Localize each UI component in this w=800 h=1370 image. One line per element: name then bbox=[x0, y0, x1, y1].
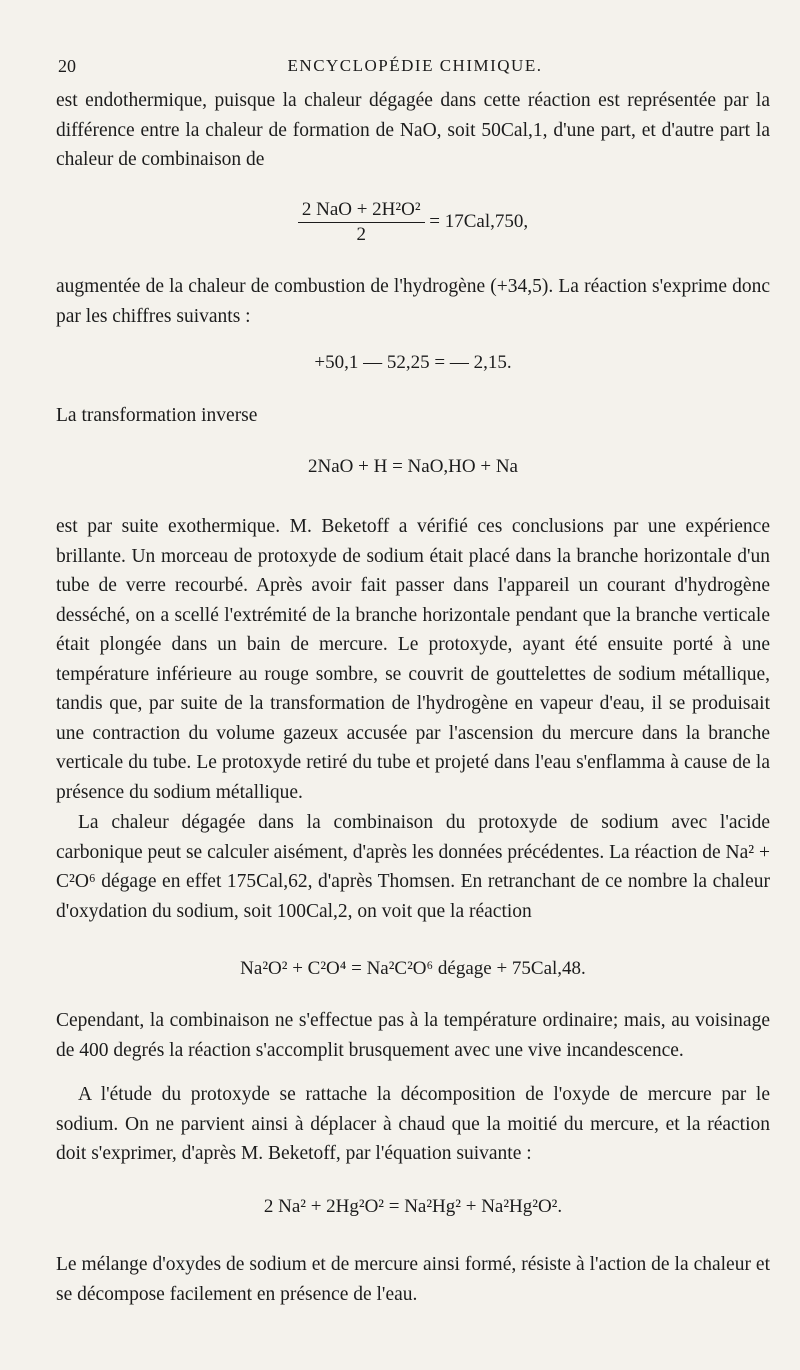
page-number: 20 bbox=[58, 56, 76, 76]
paragraph-text: Le mélange d'oxydes de sodium et de mercure ainsi formé, résiste à l'action de la chaleur et se décompose facilement en présence de l'eau. bbox=[56, 1254, 770, 1305]
paragraph-4 bbox=[56, 512, 770, 807]
equation-5: 2 Na² + 2Hg²O² = Na²Hg² + Na²Hg²O². bbox=[263, 1196, 563, 1217]
paragraph-text: Cependant, la combinaison ne s'effectue pas à la température ordinaire; mais, au voisinage de 400 degrés la réaction s'accomplit brusquement avec une vive incandescence. bbox=[56, 1010, 770, 1061]
equation-4: Na²O² + C²O⁴ = Na²C²O⁶ dégage + 75Cal,48. bbox=[240, 958, 586, 979]
fraction-denominator: 2 bbox=[356, 224, 366, 245]
fraction-numerator: 2 NaO + 2H²O² bbox=[298, 198, 425, 223]
paragraph-7 bbox=[56, 1080, 770, 1169]
paragraph-3 bbox=[56, 401, 770, 431]
paragraph-text: augmentée de la chaleur de combustion de l'hydrogène (+34,5). La réaction s'exprime donc par les chiffres suivants : bbox=[56, 276, 770, 327]
paragraph-text: A l'étude du protoxyde se rattache la décomposition de l'oxyde de mercure par le sodium. On ne parvient ainsi à déplacer à chaud que la moitié du mercure, et la réaction doit s'exprimer, d'après M. Beketoff, par l'équation suivante : bbox=[56, 1084, 770, 1164]
page-header bbox=[50, 56, 780, 84]
paragraph-5 bbox=[56, 808, 770, 926]
equation-3: 2NaO + H = NaO,HO + Na bbox=[308, 456, 518, 477]
equation-fraction bbox=[298, 198, 425, 247]
equation-2: +50,1 — 52,25 = — 2,15. bbox=[314, 352, 512, 373]
paragraph-text: est par suite exothermique. M. Beketoff a vérifié ces conclusions par une expérience brillante. Un morceau de protoxyde de sodium était placé dans la branche horizontale d'un tube de verre recourbé. Après avoir fait passer dans l'appareil un courant d'hydrogène desséché, on a scellé l'extrémité de la branche horizontale pendant que la branche verticale était plongée dans un bain de mercure. Le protoxyde, ayant été ensuite porté à une température inférieure au rouge sombre, se couvrit de gouttelettes de sodium métallique, tandis que, par suite de la transformation de l'hydrogène en vapeur d'eau, il se produisait une contraction du volume gazeux accusée par l'ascension du mercure dans la branche verticale du tube. Le protoxyde retiré du tube et projeté dans l'eau s'enflamma à cause de la présence du sodium métallique. bbox=[56, 516, 770, 803]
equation-result: = 17Cal,750, bbox=[429, 210, 529, 232]
paragraph-2 bbox=[56, 272, 770, 331]
equation-1 bbox=[56, 198, 770, 247]
paragraph-8 bbox=[56, 1250, 770, 1309]
paragraph-1 bbox=[56, 86, 770, 175]
paragraph-text: est endothermique, puisque la chaleur dégagée dans cette réaction est représentée par la différence entre la chaleur de formation de NaO, soit 50Cal,1, d'une part, et d'autre part la chaleur de combinaison de bbox=[56, 90, 770, 170]
paragraph-text: La transformation inverse bbox=[56, 405, 258, 426]
running-head: ENCYCLOPÉDIE CHIMIQUE. bbox=[287, 56, 543, 75]
paragraph-6 bbox=[56, 1006, 770, 1065]
paragraph-text: La chaleur dégagée dans la combinaison du protoxyde de sodium avec l'acide carbonique peut se calculer aisément, d'après les données précédentes. La réaction de Na² + C²O⁶ dégage en effet 175Cal,62, d'après Thomsen. En retranchant de ce nombre la chaleur d'oxydation du sodium, soit 100Cal,2, on voit que la réaction bbox=[56, 812, 770, 922]
